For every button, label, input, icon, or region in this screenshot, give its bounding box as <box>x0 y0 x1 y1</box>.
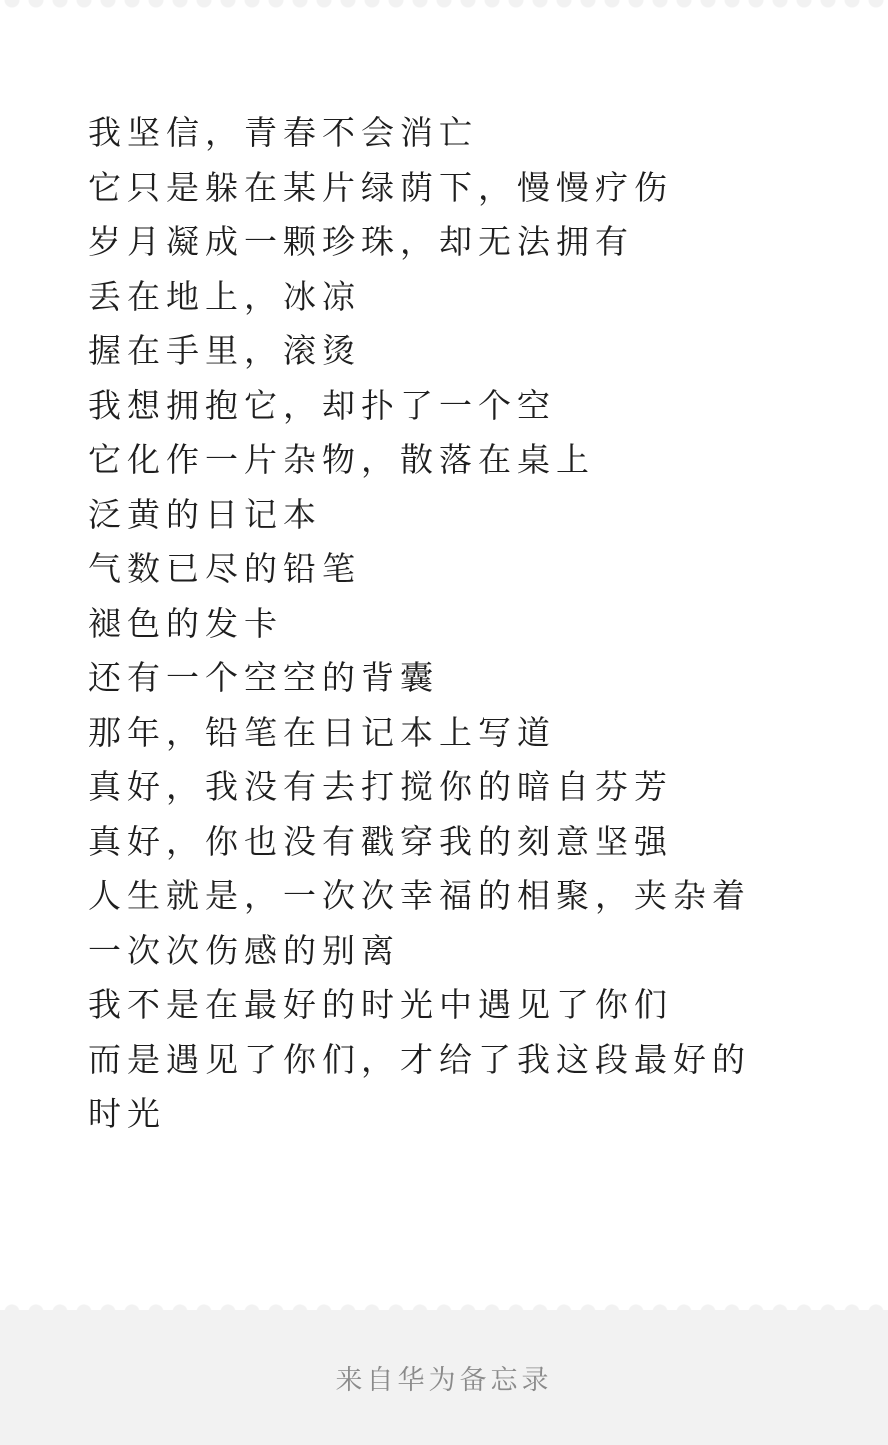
poem-line: 还有一个空空的背囊 <box>88 658 439 697</box>
poem-line: 时光 <box>88 1094 166 1133</box>
memo-footer <box>0 1310 888 1445</box>
poem-line: 而是遇见了你们，才给了我这段最好的 <box>88 1039 751 1079</box>
poem-line: 它化作一片杂物，散落在桌上 <box>88 440 595 479</box>
poem-line: 泛黄的日记本 <box>88 494 322 534</box>
poem-line: 我想拥抱它，却扑了一个空 <box>88 385 556 425</box>
poem-line: 真好，我没有去打搅你的暗自芬芳 <box>88 767 673 806</box>
poem-line: 我坚信，青春不会消亡 <box>88 113 478 152</box>
poem-line: 岁月凝成一颗珍珠，却无法拥有 <box>88 222 634 261</box>
poem-line: 那年，铅笔在日记本上写道 <box>88 712 556 752</box>
memo-body <box>88 106 808 1142</box>
poem-line: 它只是躲在某片绿荫下，慢慢疗伤 <box>88 167 673 207</box>
poem-line: 真好，你也没有戳穿我的刻意坚强 <box>88 821 673 861</box>
poem-line: 褪色的发卡 <box>88 603 283 643</box>
card-top-scalloped-edge <box>0 0 888 12</box>
poem-line: 丢在地上，冰凉 <box>88 276 361 316</box>
poem-line: 握在手里，滚烫 <box>88 331 361 370</box>
source-label: 来自华为备忘录 <box>335 1365 553 1396</box>
poem-line: 我不是在最好的时光中遇见了你们 <box>88 985 673 1024</box>
poem-line: 人生就是，一次次幸福的相聚，夹杂着 <box>88 876 751 915</box>
poem-line: 一次次伤感的别离 <box>88 930 400 970</box>
poem-line: 气数已尽的铅笔 <box>88 549 361 588</box>
